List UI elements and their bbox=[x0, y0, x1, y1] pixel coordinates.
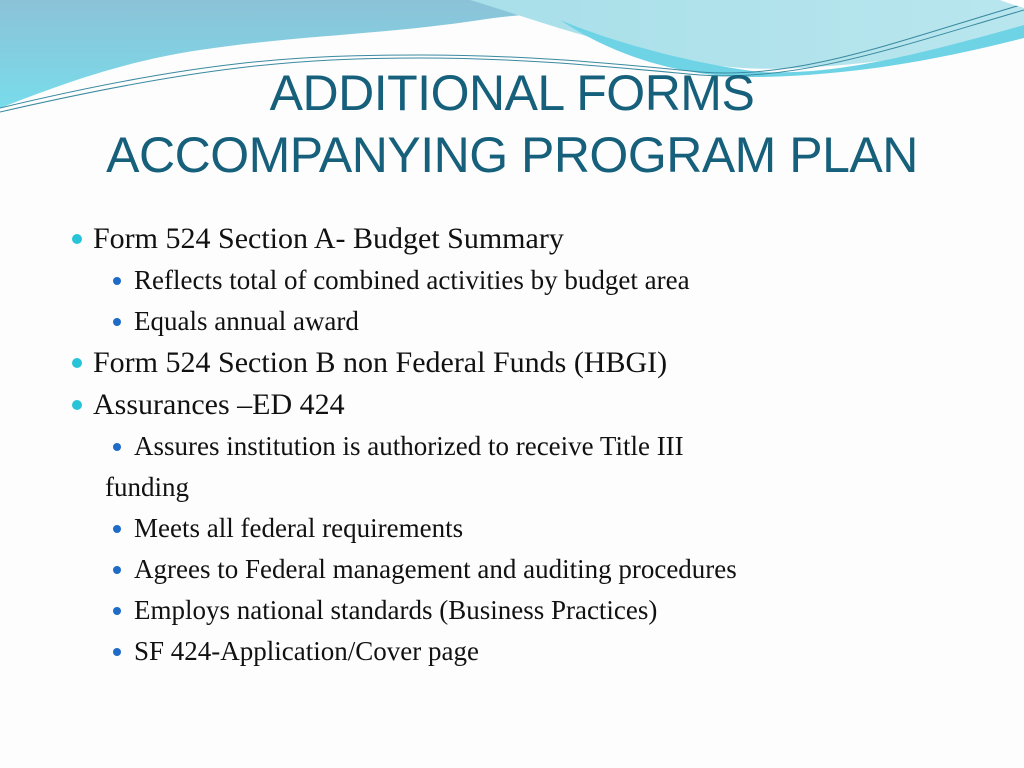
bullet-item-level2 bbox=[70, 549, 970, 590]
bullet-dot-icon bbox=[113, 443, 121, 451]
bullet-dot-icon bbox=[72, 234, 82, 244]
bullet-item-level2 bbox=[70, 508, 970, 549]
bullet-text: Form 524 Section B non Federal Funds (HBGI) bbox=[93, 346, 668, 379]
bullet-dot-icon bbox=[113, 277, 121, 285]
bullet-text: Equals annual award bbox=[134, 306, 359, 336]
bullet-text: Assurances –ED 424 bbox=[93, 388, 345, 421]
bullet-text: Reflects total of combined activities by budget area bbox=[134, 265, 690, 295]
bullet-item-level2 bbox=[70, 301, 970, 342]
slide-title bbox=[0, 62, 1024, 186]
bullet-item-level2 bbox=[70, 590, 970, 631]
bullet-item-level2 bbox=[70, 631, 970, 672]
bullet-dot-icon bbox=[113, 318, 121, 326]
bullet-item-level1 bbox=[70, 218, 970, 260]
bullet-text: Form 524 Section A- Budget Summary bbox=[93, 222, 564, 255]
bullet-text: Employs national standards (Business Practices) bbox=[134, 595, 658, 625]
bullet-dot-icon bbox=[72, 358, 82, 368]
bullet-text: SF 424-Application/Cover page bbox=[134, 636, 479, 666]
bullet-text: Meets all federal requirements bbox=[134, 513, 464, 543]
bullet-text-continuation: funding bbox=[105, 472, 189, 502]
bullet-dot-icon bbox=[113, 648, 121, 656]
bullet-dot-icon bbox=[113, 525, 121, 533]
bullet-text: Assures institution is authorized to receive Title III bbox=[134, 431, 684, 461]
bullet-text: Agrees to Federal management and auditing procedures bbox=[134, 554, 737, 584]
bullet-dot-icon bbox=[113, 566, 121, 574]
bullet-list bbox=[70, 218, 970, 672]
bullet-item-level2 bbox=[70, 260, 970, 301]
bullet-item-level1 bbox=[70, 384, 970, 426]
bullet-item-level2 bbox=[70, 426, 970, 467]
title-line-2: ACCOMPANYING PROGRAM PLAN bbox=[106, 127, 918, 183]
bullet-dot-icon bbox=[72, 400, 82, 410]
bullet-dot-icon bbox=[113, 607, 121, 615]
bullet-item-level1 bbox=[70, 342, 970, 384]
title-line-1: ADDITIONAL FORMS bbox=[269, 65, 755, 121]
